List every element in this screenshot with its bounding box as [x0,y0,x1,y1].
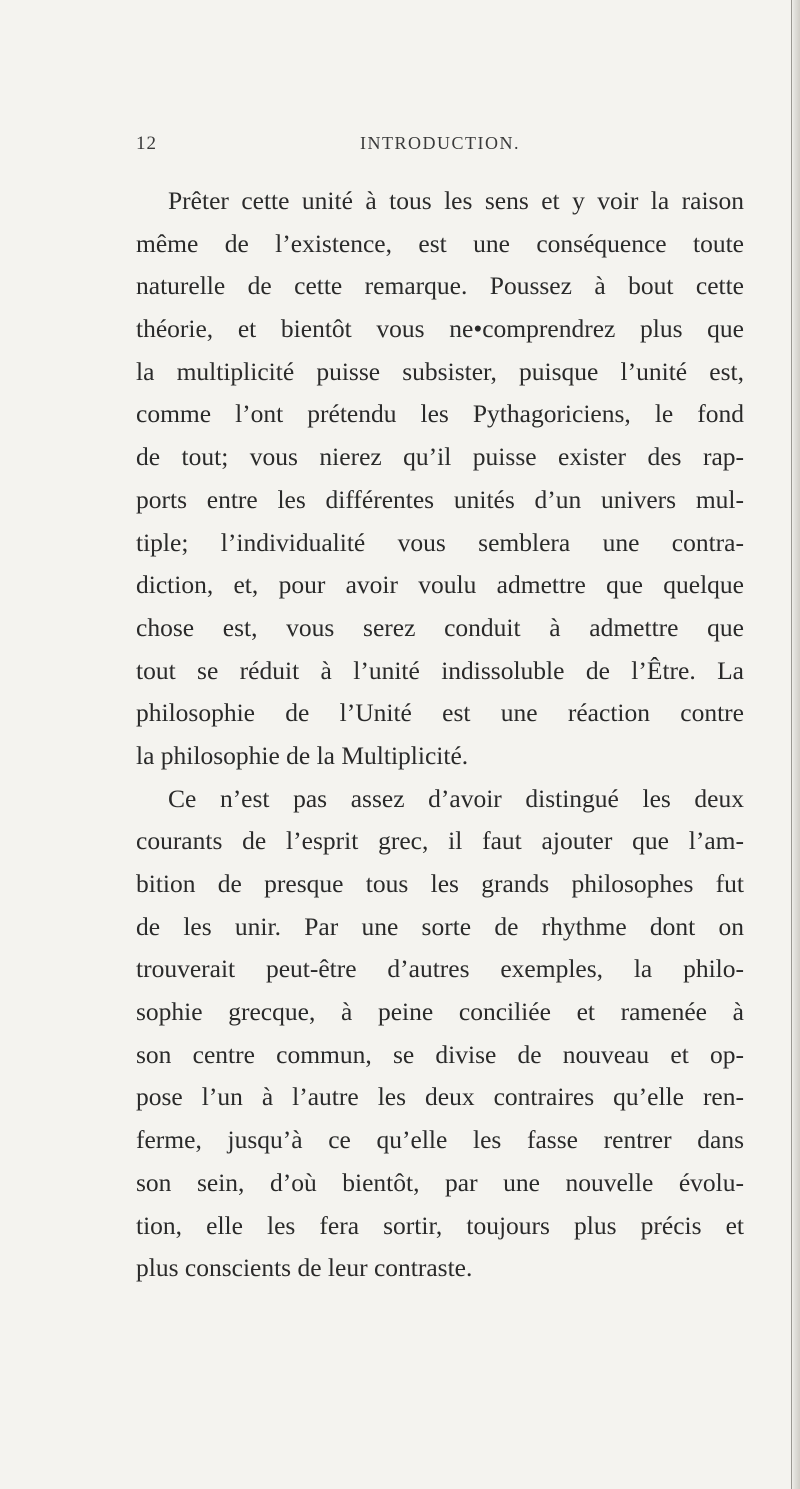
text-line: la multiplicité puisse subsister, puisque l’unité est, [136,356,744,386]
page-edge-line [791,0,792,1489]
text-line: tiple; l’individualité vous semblera une contra- [136,527,744,557]
text-line: ports entre les différentes unités d’un univers mul- [136,484,744,514]
text-line: pose l’un à l’autre les deux contraires qu’elle ren- [136,1082,744,1112]
text-line: tion, elle les fera sortir, toujours plus précis et [136,1210,744,1240]
text-line: Prêter cette unité à tous les sens et y voir la raison [168,186,744,215]
text-line: philosophie de l’Unité est une réaction contre [136,698,744,728]
page-header [136,133,744,163]
text-line: même de l’existence, est une conséquence toute [136,228,744,258]
text-line: diction, et, pour avoir voulu admettre que quelque [136,570,744,600]
text-line: théorie, et bientôt vous ne•comprendrez plus que [136,314,744,344]
text-line: Ce n’est pas assez d’avoir distingué les deux [168,783,744,813]
text-line: bition de presque tous les grands philosophes fut [136,869,744,898]
body-text [136,180,744,1290]
text-line: courants de l’esprit grec, il faut ajouter que l’am- [136,826,744,856]
text-line: naturelle de cette remarque. Poussez à bout cette [136,271,744,301]
text-line: chose est, vous serez conduit à admettre que [136,612,744,642]
text-line: de tout; vous nierez qu’il puisse exister des rap- [136,442,744,472]
text-line: tout se réduit à l’unité indissoluble de l’Être. La [136,655,744,685]
text-line: ferme, jusqu’à ce qu’elle les fasse rentrer dans [136,1125,744,1155]
paragraph [136,778,744,1290]
text-line: comme l’ont prétendu les Pythagoriciens, le fond [136,399,744,429]
paragraph [136,180,744,778]
page-edge [791,0,800,1489]
text-line: de les unir. Par une sorte de rhythme dont on [136,911,744,941]
text-line: la philosophie de la Multiplicité. [136,740,469,770]
text-line: plus conscients de leur contraste. [136,1253,473,1283]
page-number: 12 [136,133,157,154]
text-line: trouverait peut-être d’autres exemples, la philo- [136,954,744,984]
text-line: son centre commun, se divise de nouveau et op- [136,1039,744,1069]
text-line: sophie grecque, à peine conciliée et ramenée à [136,997,744,1027]
text-line: son sein, d’où bientôt, par une nouvelle évolu- [136,1167,744,1197]
running-head: INTRODUCTION. [360,133,520,153]
